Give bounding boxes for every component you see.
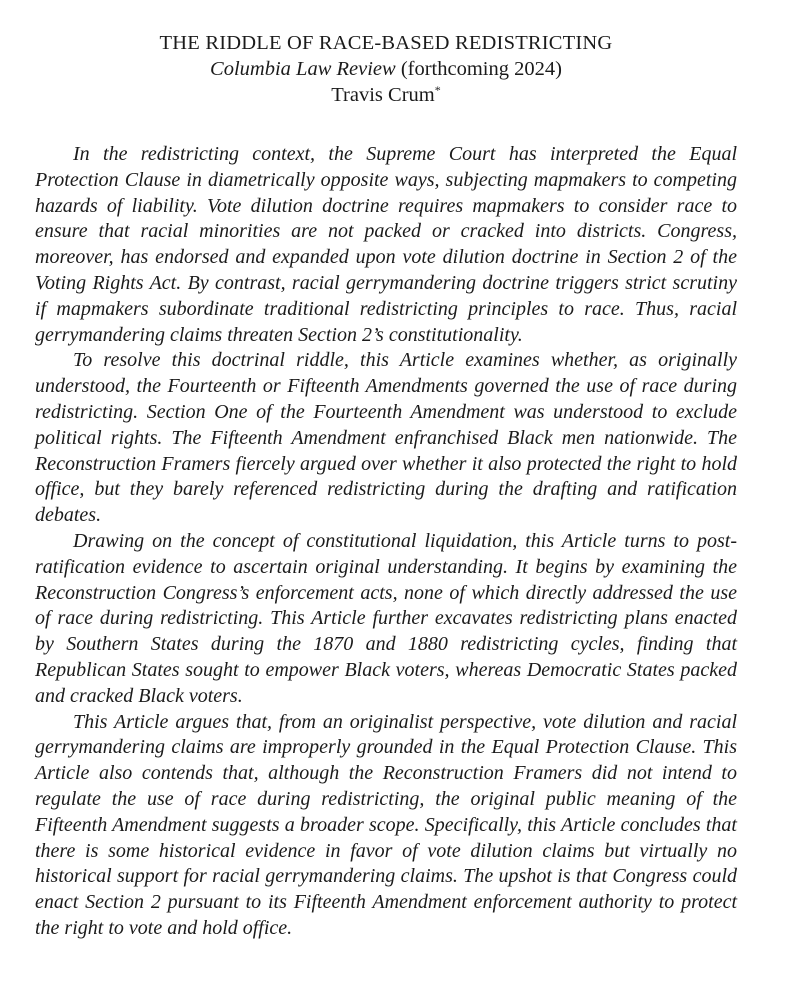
journal-forthcoming-note: (forthcoming 2024) <box>395 58 562 80</box>
title-block <box>35 30 737 108</box>
abstract <box>35 142 737 942</box>
article-title: THE RIDDLE OF RACE-BASED REDISTRICTING <box>159 32 613 54</box>
journal-line <box>35 56 737 82</box>
abstract-paragraph-2: To resolve this doctrinal riddle, this Article examines whether, as originally understood, the Fourteenth or Fifteenth Amendments governed the use of race during redistricting. Section One of the Fourteenth Amendment was understood to exclude political rights. The Fifteenth Amendment enfranchised Black men nationwide. The Reconstruction Framers fiercely argued over whether it also protected the right to hold office, but they barely referenced redistricting during the drafting and ratification debates. <box>35 349 737 527</box>
author-name: Travis Crum <box>331 84 435 106</box>
author-footnote-marker: * <box>434 83 441 97</box>
abstract-paragraph-3: Drawing on the concept of constitutional liquidation, this Article turns to post-ratification evidence to ascertain original understanding. It begins by examining the Reconstruction Congress’s enforcement acts, none of which directly addressed the use of race during redistricting. This Article further excavates redistricting plans enacted by Southern States during the 1870 and 1880 redistricting cycles, finding that Republican States sought to empower Black voters, whereas Democratic States packed and cracked Black voters. <box>35 529 737 707</box>
abstract-paragraph-1: In the redistricting context, the Supreme Court has interpreted the Equal Protection Clause in diametrically opposite ways, subjecting mapmakers to competing hazards of liability. Vote dilution doctrine requires mapmakers to consider race to ensure that racial minorities are not packed or cracked into districts. Congress, moreover, has endorsed and expanded upon vote dilution doctrine in Section 2 of the Voting Rights Act. By contrast, racial gerrymandering doctrine triggers strict scrutiny if mapmakers subordinate traditional redistricting principles to race. Thus, racial gerrymandering claims threaten Section 2’s constitutionality. <box>35 143 737 346</box>
author-line <box>35 82 737 108</box>
abstract-paragraph-4: This Article argues that, from an originalist perspective, vote dilution and racial gerrymandering claims are improperly grounded in the Equal Protection Clause. This Article also contends that, although the Reconstruction Framers did not intend to regulate the use of race during redistricting, the original public meaning of the Fifteenth Amendment suggests a broader scope. Specifically, this Article concludes that there is some historical evidence in favor of vote dilution claims but virtually no historical support for racial gerrymandering claims. The upshot is that Congress could enact Section 2 pursuant to its Fifteenth Amendment enforcement authority to protect the right to vote and hold office. <box>35 710 737 939</box>
journal-name: Columbia Law Review <box>210 58 396 80</box>
